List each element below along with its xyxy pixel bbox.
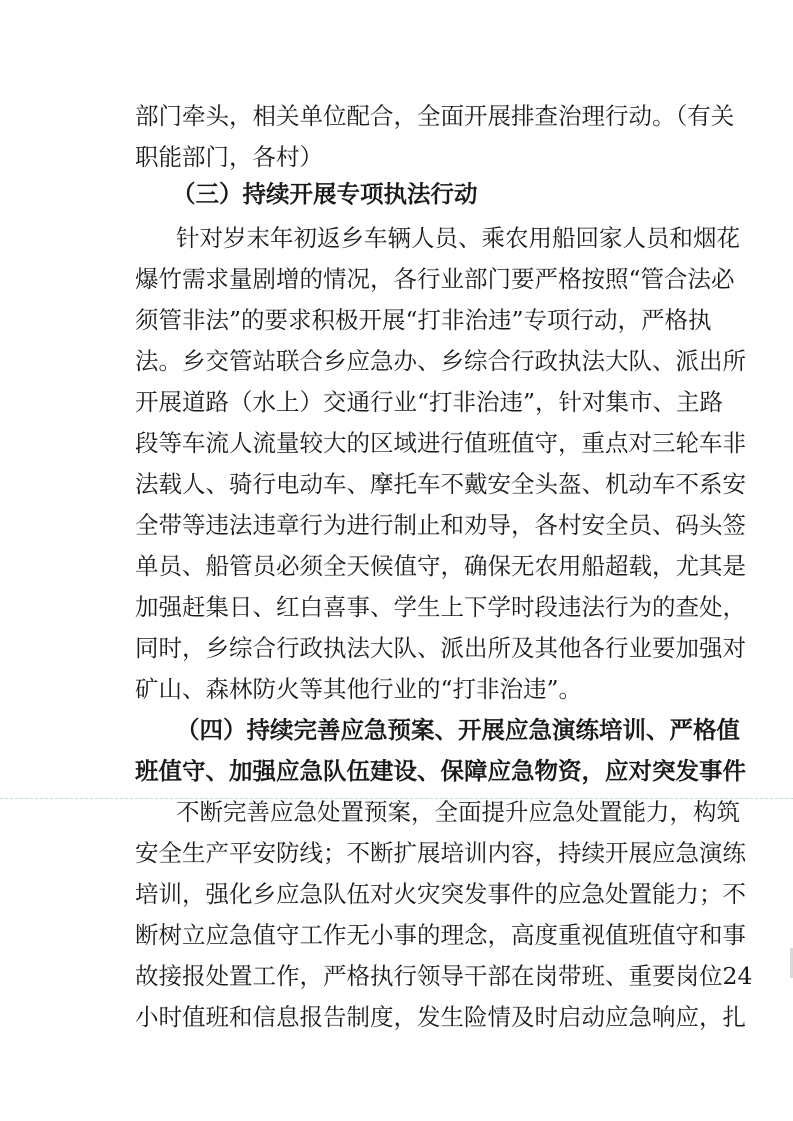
paragraph-line: 安全生产平安防线；不断扩展培训内容，持续开展应急演练 xyxy=(135,839,746,867)
paragraph-line: 职能部门，各村） xyxy=(135,143,323,171)
paragraph-line: 开展道路（水上）交通行业“打非治违”，针对集市、主路 xyxy=(135,388,724,416)
paragraph-line: 小时值班和信息报告制度，发生险情及时启动应急响应，扎 xyxy=(135,1003,746,1031)
section-heading-4-line-1: （四）持续完善应急预案、开展应急演练培训、严格值 xyxy=(176,716,740,744)
paragraph-line: 培训，强化乡应急队伍对火灾突发事件的应急处置能力；不 xyxy=(135,880,746,908)
paragraph-line: 断树立应急值守工作无小事的理念，高度重视值班值守和事 xyxy=(135,921,746,949)
paragraph-line: 矿山、森林防火等其他行业的“打非治违”。 xyxy=(135,675,583,703)
section-heading-4-line-2: 班值守、加强应急队伍建设、保障应急物资，应对突发事件 xyxy=(135,757,746,785)
paragraph-line: 爆竹需求量剧增的情况，各行业部门要严格按照“管合法必 xyxy=(135,265,735,293)
paragraph-line: 法。乡交管站联合乡应急办、乡综合行政执法大队、派出所 xyxy=(135,347,746,375)
paragraph-line: 加强赶集日、红白喜事、学生上下学时段违法行为的查处， xyxy=(135,593,746,621)
paragraph-line: 故接报处置工作，严格执行领导干部在岗带班、重要岗位24 xyxy=(135,962,753,990)
paragraph-line: 部门牵头，相关单位配合，全面开展排查治理行动。（有关 xyxy=(135,102,735,130)
paragraph-line: 须管非法”的要求积极开展“打非治违”专项行动，严格执 xyxy=(135,306,712,334)
paragraph-line: 同时，乡综合行政执法大队、派出所及其他各行业要加强对 xyxy=(135,634,746,662)
paragraph-line: 全带等违法违章行为进行制止和劝导，各村安全员、码头签 xyxy=(135,511,746,539)
paragraph-line: 不断完善应急处置预案，全面提升应急处置能力，构筑 xyxy=(176,798,740,826)
paragraph-line: 针对岁末年初返乡车辆人员、乘农用船回家人员和烟花 xyxy=(176,224,740,252)
paragraph-line: 段等车流人流量较大的区域进行值班值守，重点对三轮车非 xyxy=(135,429,746,457)
section-heading-3: （三）持续开展专项执法行动 xyxy=(172,180,478,208)
paragraph-line: 单员、船管员必须全天候值守，确保无农用船超载，尤其是 xyxy=(135,552,746,580)
paragraph-line: 法载人、骑行电动车、摩托车不戴安全头盔、机动车不系安 xyxy=(135,470,746,498)
